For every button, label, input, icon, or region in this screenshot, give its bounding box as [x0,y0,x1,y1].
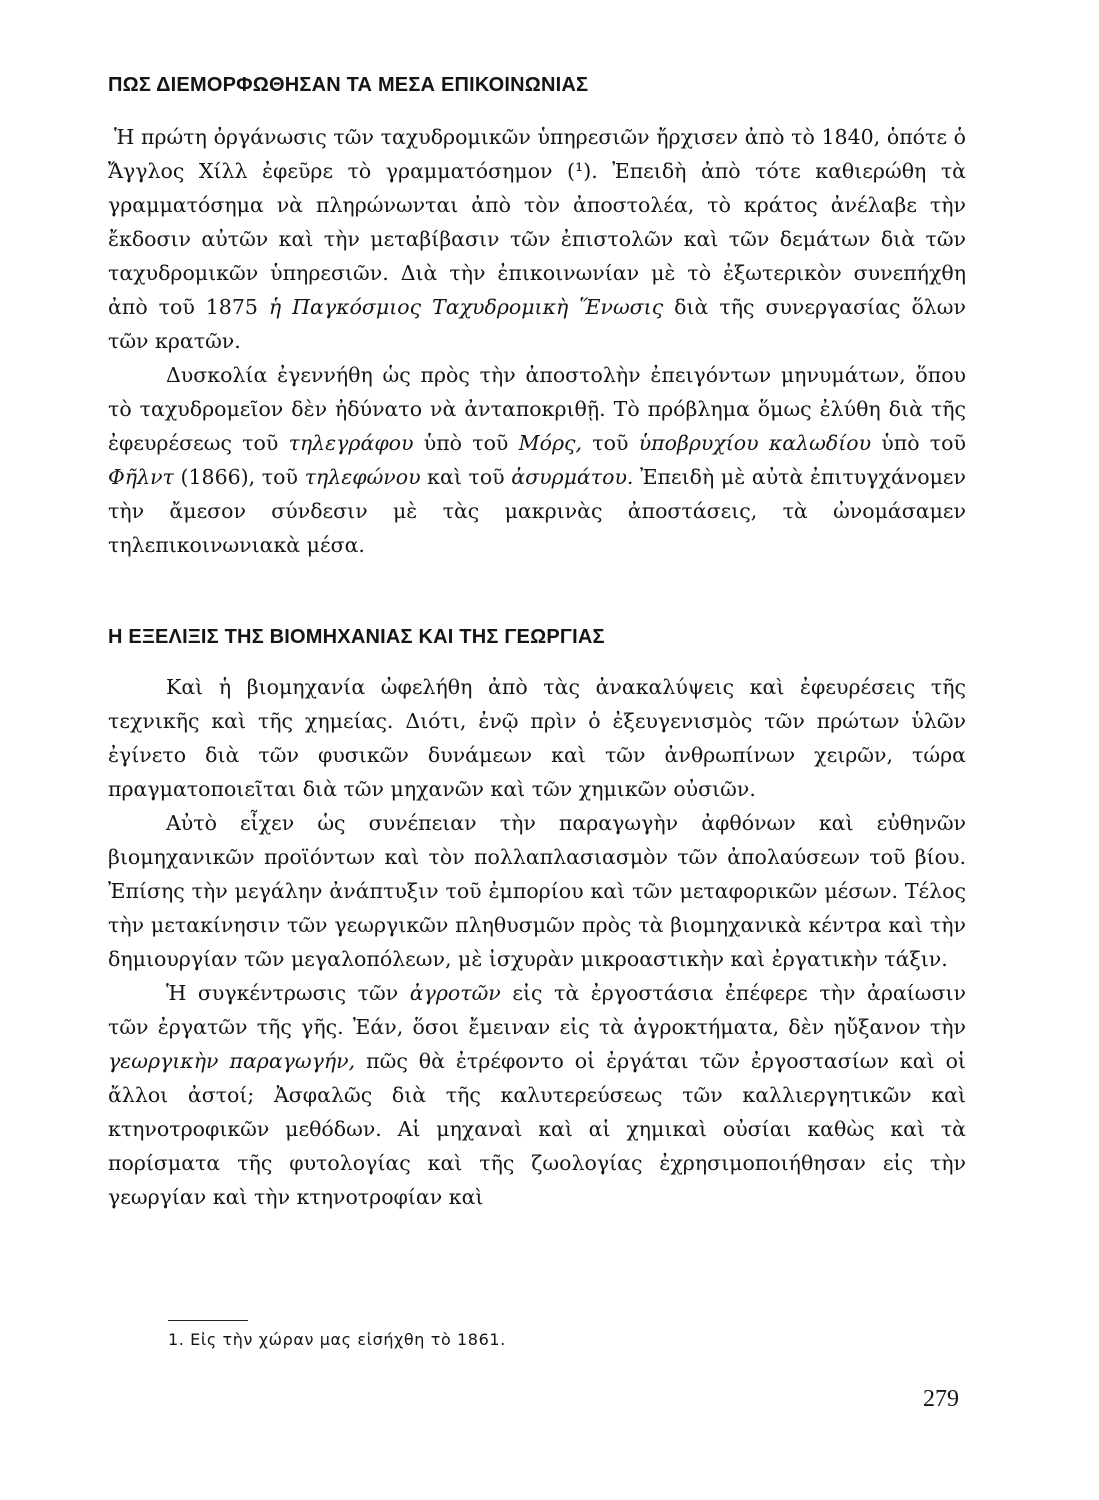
text-run: Ἡ πρώτη ὀργάνωσις τῶν ταχυδρομικῶν ὑπηρεσιῶν ἤρχισεν ἀπὸ τὸ 1840, ὁπότε ὁ Ἄγγλος Χίλλ ἐφεῦρε τὸ γραμματόσημον (¹). Ἐπειδὴ ἀπὸ τότε καθιερώθη τὰ γραμματόσημα νὰ πληρώνωνται ἀπὸ τὸν ἀποστολέα, τὸ κράτος ἀνέλαβε τὴν ἔκδοσιν αὐτῶν καὶ τὴν μεταβίβασιν τῶν ἐπιστολῶν καὶ τῶν δεμάτων διὰ τῶν ταχυδρομικῶν ὑπηρεσιῶν. Διὰ τὴν ἐπικοινωνίαν μὲ τὸ ἐξωτερικὸν συνεπήχθη ἀπὸ τοῦ 1875 [108,125,966,319]
text-run: Δυσκολία ἐγεννήθη ὡς πρὸς τὴν ἀποστολὴν ἐπειγόντων μηνυμάτων, ὅπου τὸ ταχυδρομεῖον δὲν ἠδύνατο νὰ ἀνταποκριθῇ. Τὸ πρόβλημα ὅμως ἐλύθη διὰ τῆς ἐφευρέσεως τοῦ [108,363,966,455]
text-run: Ἐπειδὴ μὲ αὐτὰ ἐπιτυγχάνομεν τὴν ἄμεσον σύνδεσιν μὲ τὰς μακρινὰς ἀποστάσεις, τὰ ὠνομάσαμεν τηλεπικοινωνιακὰ μέσα. [108,465,966,557]
section-heading-industry-agriculture: Η ΕΞΕΛΙΞΙΣ ΤΗΣ ΒΙΟΜΗΧΑΝΙΑΣ ΚΑΙ ΤΗΣ ΓΕΩΡΓΙΑΣ [108,626,605,648]
text-run: ὑπὸ τοῦ [881,431,966,455]
italic-name-field: Φῆλντ [108,465,174,489]
italic-term-submarine-cable: ὑποβρυχίου καλωδίου [638,431,872,455]
text-run: καὶ τοῦ [427,465,505,489]
italic-term-wireless: ἀσυρμάτου. [511,465,634,489]
paragraph-postal-services [108,120,966,358]
paragraph-industry-consequences: Αὐτὸ εἶχεν ὡς συνέπειαν τὴν παραγωγὴν ἀφθόνων καὶ εὐθηνῶν βιομηχανικῶν προϊόντων καὶ τὸν πολλαπλασιασμὸν τῶν ἀπολαύσεων τοῦ βίου. Ἐπίσης τὴν μεγάλην ἀνάπτυξιν τοῦ ἐμπορίου καὶ τῶν μεταφορικῶν μέσων. Τέλος τὴν μετακίνησιν τῶν γεωργικῶν πληθυσμῶν πρὸς τὰ βιομηχανικὰ κέντρα καὶ τὴν δημιουργίαν τῶν μεγαλοπόλεων, μὲ ἰσχυρὰν μικροαστικὴν καὶ ἐργατικὴν τάξιν. [108,811,966,971]
text-run: τοῦ [592,431,629,455]
italic-term-telegraph: τηλεγράφου [288,431,414,455]
footnote: 1. Εἰς τὴν χώραν μας εἰσήχθη τὸ 1861. [168,1330,506,1349]
text-run: εἰς τὰ ἐργοστάσια ἐπέφερε τὴν ἀραίωσιν τῶν ἐργατῶν τῆς γῆς. Ἐάν, ὅσοι ἔμειναν εἰς τὰ ἀγροκτήματα, δὲν ηὔξανον τὴν [108,981,966,1039]
footnote-divider [168,1320,248,1321]
italic-term-farmers: ἀγροτῶν [409,981,501,1005]
italic-term-universal-postal-union: ἡ Παγκόσμιος Ταχυδρομικὴ Ἕνωσις [268,295,664,319]
text-run: (1866), τοῦ [180,465,298,489]
paragraph-telecommunications [108,358,966,562]
paragraph-industry-benefits: Καὶ ἡ βιομηχανία ὠφελήθη ἀπὸ τὰς ἀνακαλύψεις καὶ ἐφευρέσεις τῆς τεχνικῆς καὶ τῆς χημείας. Διότι, ἐνῷ πρὶν ὁ ἐξευγενισμὸς τῶν πρώτων ὑλῶν ἐγίνετο διὰ τῶν φυσικῶν δυνάμεων καὶ τῶν ἀνθρωπίνων χειρῶν, τώρα πραγματοποιεῖται διὰ τῶν μηχανῶν καὶ τῶν χημικῶν οὐσιῶν. [108,675,966,801]
text-run: διὰ τῆς συνεργασίας ὅλων τῶν κρατῶν. [108,295,966,353]
section-body-industry-agriculture [108,670,966,1214]
italic-name-morse: Μόρς, [518,431,583,455]
italic-term-agricultural-production: γεωργικὴν παραγωγήν, [108,1049,356,1073]
italic-term-telephone: τηλεφώνου [304,465,421,489]
text-run: Ἡ συγκέντρωσις τῶν [166,981,399,1005]
section-heading-communication-media: ΠΩΣ ΔΙΕΜΟΡΦΩΘΗΣΑΝ ΤΑ ΜΕΣΑ ΕΠΙΚΟΙΝΩΝΙΑΣ [108,74,589,96]
text-run: πῶς θὰ ἐτρέφοντο οἱ ἐργάται τῶν ἐργοστασίων καὶ οἱ ἄλλοι ἀστοί; Ἀσφαλῶς διὰ τῆς καλυτερεύσεως τῶν καλλιεργητικῶν καὶ κτηνοτροφικῶν μεθόδων. Αἱ μηχαναὶ καὶ αἱ χημικαὶ οὐσίαι καθὼς καὶ τὰ πορίσματα τῆς φυτολογίας καὶ τῆς ζωολογίας ἐχρησιμοποιήθησαν εἰς τὴν γεωργίαν καὶ τὴν κτηνοτροφίαν καὶ [108,1049,966,1209]
paragraph-agriculture [108,976,966,1214]
page-number: 279 [923,1386,959,1412]
text-run: ὑπὸ τοῦ [423,431,509,455]
section-body-communication-media [108,120,966,562]
